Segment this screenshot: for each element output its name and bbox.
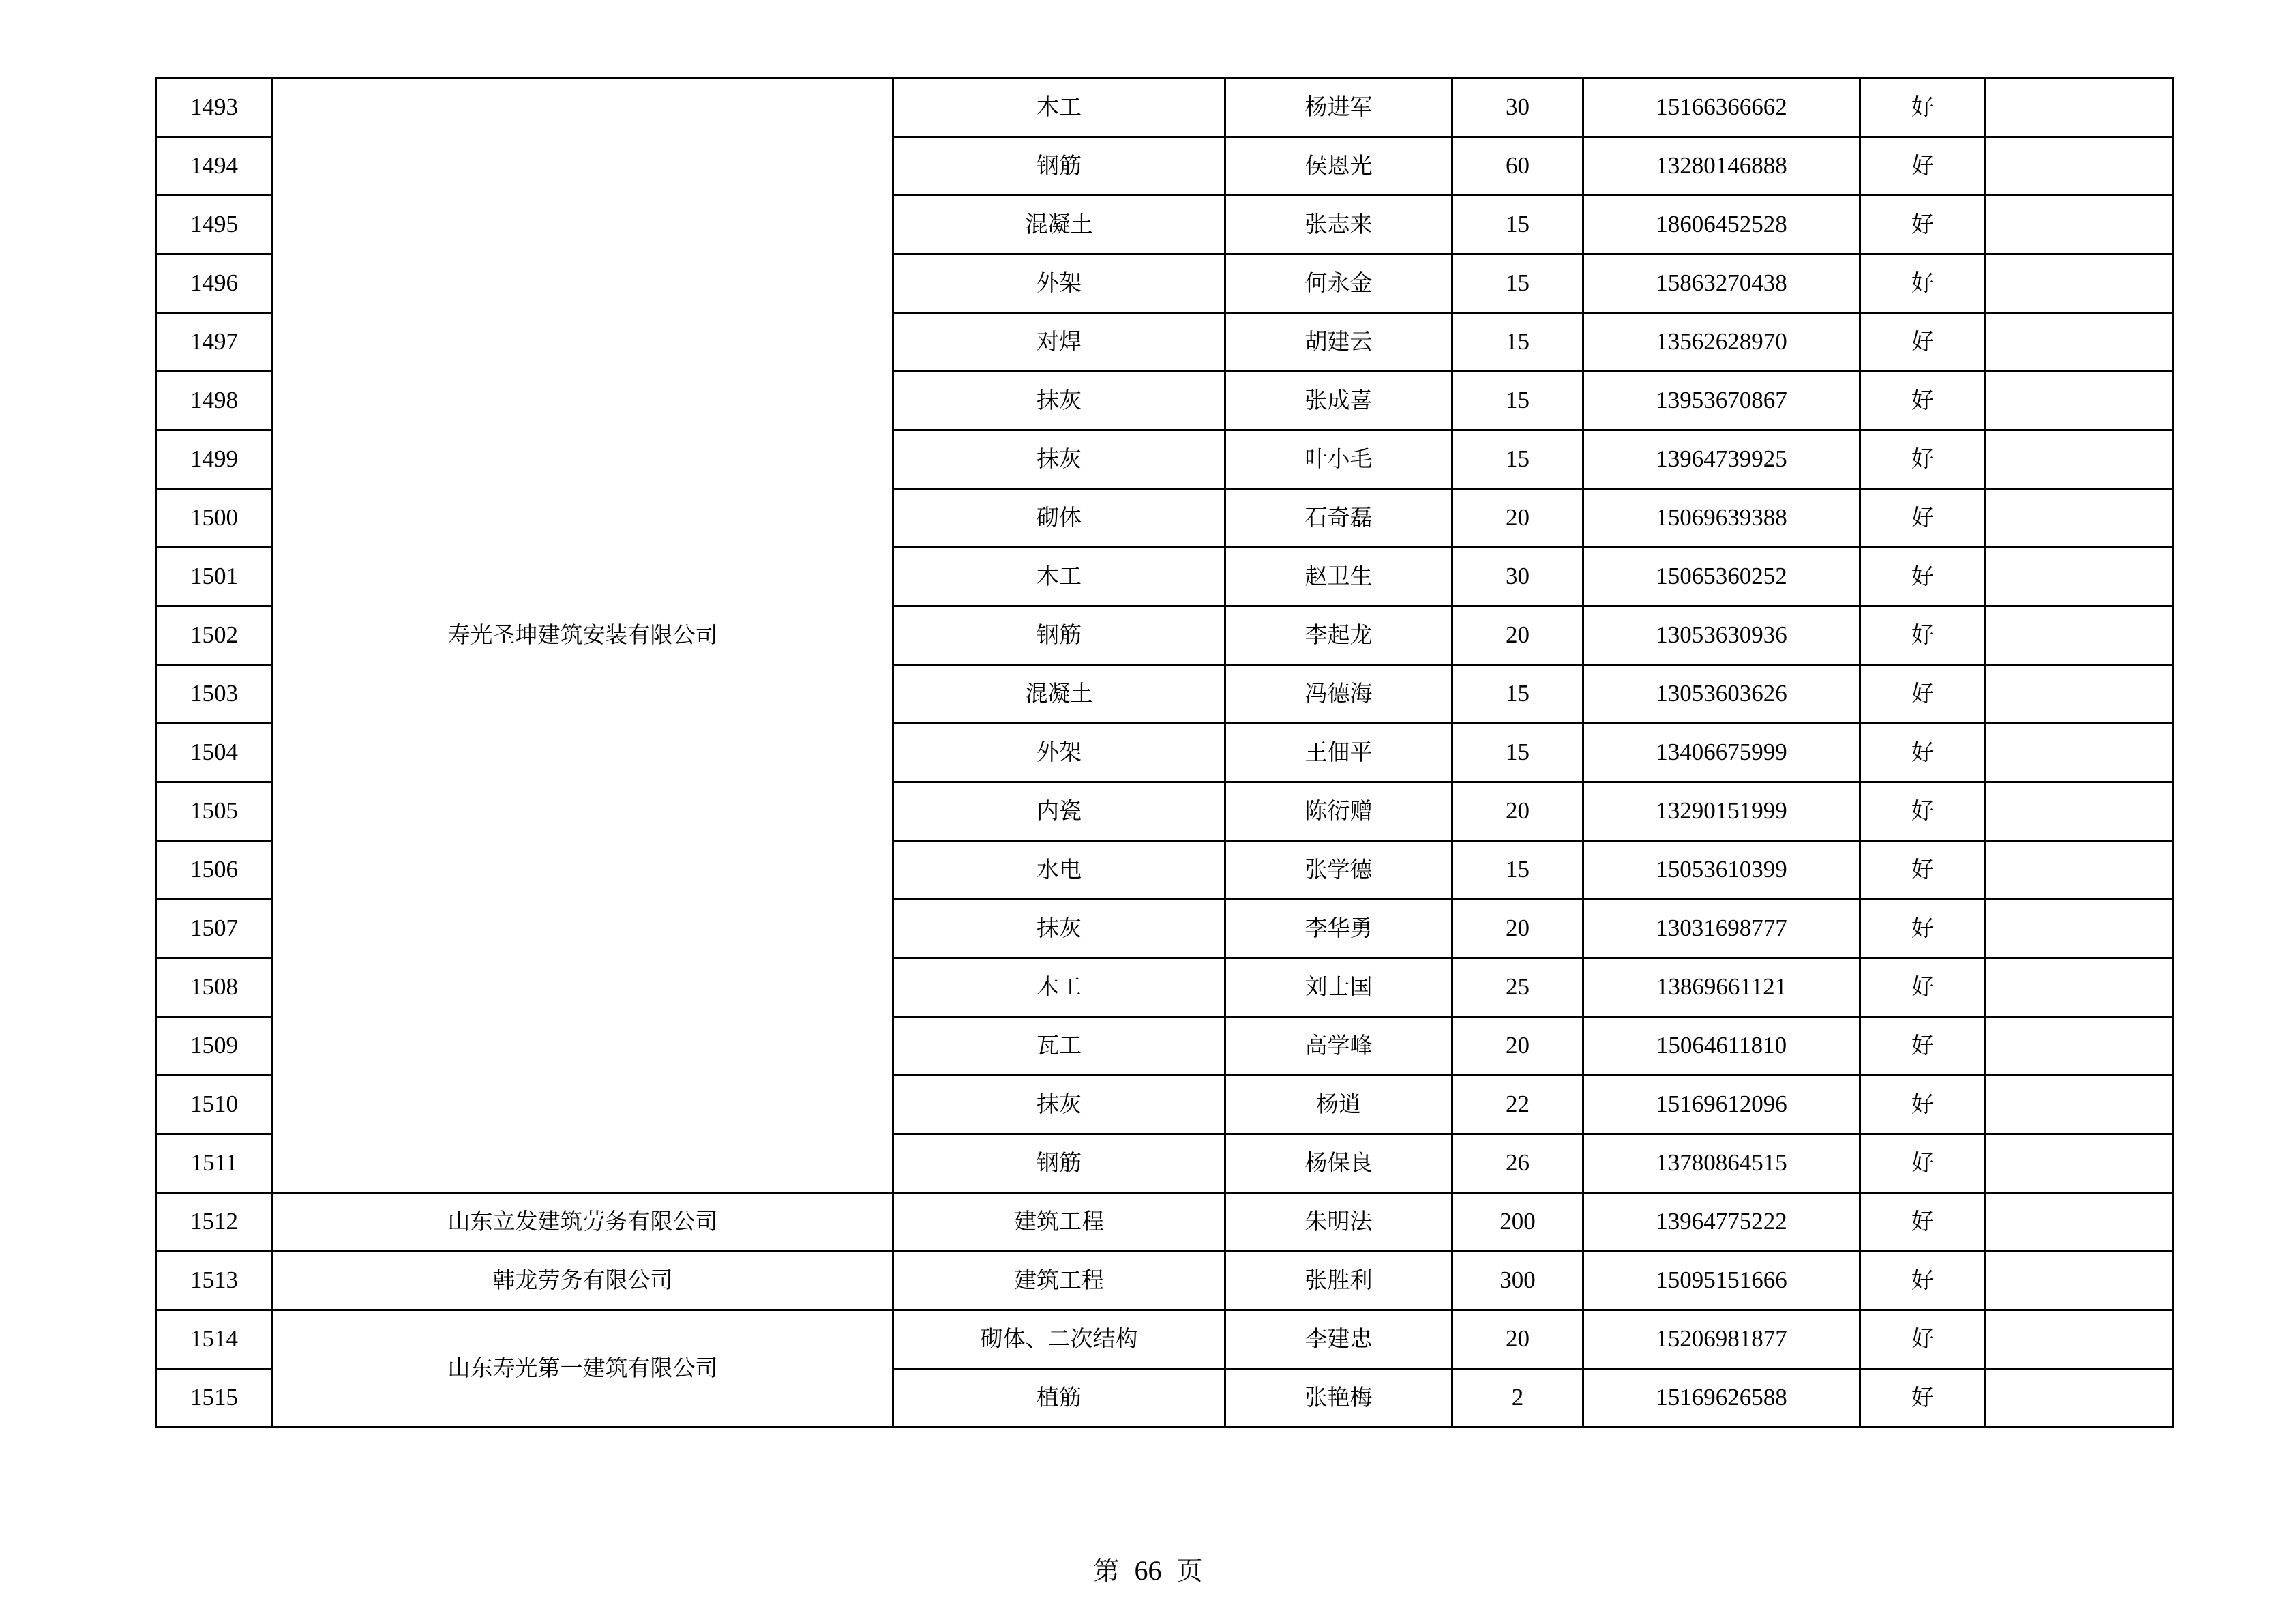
row-number-cell: 1493: [156, 78, 273, 137]
remark-cell: [1986, 1369, 2173, 1428]
worker-count-cell: 2: [1452, 1369, 1583, 1428]
rating-cell: 好: [1860, 489, 1986, 548]
phone-cell: 15069639388: [1583, 489, 1860, 548]
page-prefix: 第: [1093, 1556, 1120, 1586]
row-number-cell: 1494: [156, 137, 273, 196]
trade-cell: 外架: [893, 724, 1225, 782]
remark-cell: [1986, 372, 2173, 430]
phone-cell: 15206981877: [1583, 1310, 1860, 1369]
trade-cell: 混凝土: [893, 665, 1225, 724]
trade-cell: 建筑工程: [893, 1252, 1225, 1310]
remark-cell: [1986, 1252, 2173, 1310]
worker-count-cell: 200: [1452, 1193, 1583, 1252]
trade-cell: 对焊: [893, 313, 1225, 372]
worker-count-cell: 20: [1452, 489, 1583, 548]
contact-name-cell: 张胜利: [1225, 1252, 1452, 1310]
worker-count-cell: 20: [1452, 1310, 1583, 1369]
phone-cell: 13280146888: [1583, 137, 1860, 196]
contact-name-cell: 赵卫生: [1225, 548, 1452, 606]
phone-cell: 15053610399: [1583, 841, 1860, 900]
rating-cell: 好: [1860, 78, 1986, 137]
table-row: [156, 1193, 2173, 1252]
rating-cell: 好: [1860, 958, 1986, 1017]
phone-cell: 15863270438: [1583, 254, 1860, 313]
contact-name-cell: 高学峰: [1225, 1017, 1452, 1076]
remark-cell: [1986, 724, 2173, 782]
worker-count-cell: 30: [1452, 78, 1583, 137]
row-number-cell: 1504: [156, 724, 273, 782]
rating-cell: 好: [1860, 841, 1986, 900]
rating-cell: 好: [1860, 313, 1986, 372]
row-number-cell: 1500: [156, 489, 273, 548]
contact-name-cell: 朱明法: [1225, 1193, 1452, 1252]
row-number-cell: 1498: [156, 372, 273, 430]
company-cell: 韩龙劳务有限公司: [273, 1252, 893, 1310]
rating-cell: 好: [1860, 430, 1986, 489]
phone-cell: 13780864515: [1583, 1134, 1860, 1193]
remark-cell: [1986, 1017, 2173, 1076]
row-number-cell: 1505: [156, 782, 273, 841]
row-number-cell: 1502: [156, 606, 273, 665]
worker-count-cell: 15: [1452, 724, 1583, 782]
trade-cell: 木工: [893, 958, 1225, 1017]
row-number-cell: 1512: [156, 1193, 273, 1252]
contact-name-cell: 何永金: [1225, 254, 1452, 313]
worker-count-cell: 22: [1452, 1076, 1583, 1134]
contact-name-cell: 胡建云: [1225, 313, 1452, 372]
remark-cell: [1986, 606, 2173, 665]
rating-cell: 好: [1860, 1134, 1986, 1193]
remark-cell: [1986, 1193, 2173, 1252]
remark-cell: [1986, 78, 2173, 137]
row-number-cell: 1501: [156, 548, 273, 606]
worker-count-cell: 15: [1452, 254, 1583, 313]
worker-count-cell: 15: [1452, 372, 1583, 430]
contact-name-cell: 张艳梅: [1225, 1369, 1452, 1428]
phone-cell: 15169626588: [1583, 1369, 1860, 1428]
remark-cell: [1986, 548, 2173, 606]
rating-cell: 好: [1860, 782, 1986, 841]
contact-name-cell: 李起龙: [1225, 606, 1452, 665]
page-footer: [0, 1550, 2296, 1587]
contact-name-cell: 刘士国: [1225, 958, 1452, 1017]
phone-cell: 13053603626: [1583, 665, 1860, 724]
phone-cell: 15064611810: [1583, 1017, 1860, 1076]
company-cell: 寿光圣坤建筑安装有限公司: [273, 78, 893, 1193]
row-number-cell: 1508: [156, 958, 273, 1017]
rating-cell: 好: [1860, 254, 1986, 313]
rating-cell: 好: [1860, 372, 1986, 430]
row-number-cell: 1497: [156, 313, 273, 372]
worker-count-cell: 60: [1452, 137, 1583, 196]
phone-cell: 18606452528: [1583, 196, 1860, 254]
contact-name-cell: 杨保良: [1225, 1134, 1452, 1193]
phone-cell: 13290151999: [1583, 782, 1860, 841]
row-number-cell: 1503: [156, 665, 273, 724]
row-number-cell: 1514: [156, 1310, 273, 1369]
rating-cell: 好: [1860, 1017, 1986, 1076]
worker-count-cell: 15: [1452, 665, 1583, 724]
phone-cell: 15065360252: [1583, 548, 1860, 606]
contact-name-cell: 杨逍: [1225, 1076, 1452, 1134]
rating-cell: 好: [1860, 548, 1986, 606]
rating-cell: 好: [1860, 196, 1986, 254]
rating-cell: 好: [1860, 724, 1986, 782]
contact-name-cell: 李建忠: [1225, 1310, 1452, 1369]
contact-name-cell: 王佃平: [1225, 724, 1452, 782]
contact-name-cell: 侯恩光: [1225, 137, 1452, 196]
trade-cell: 抹灰: [893, 1076, 1225, 1134]
remark-cell: [1986, 489, 2173, 548]
contact-name-cell: 杨进军: [1225, 78, 1452, 137]
row-number-cell: 1496: [156, 254, 273, 313]
worker-count-cell: 15: [1452, 313, 1583, 372]
rating-cell: 好: [1860, 1252, 1986, 1310]
phone-cell: 13964775222: [1583, 1193, 1860, 1252]
worker-count-cell: 20: [1452, 1017, 1583, 1076]
remark-cell: [1986, 665, 2173, 724]
remark-cell: [1986, 782, 2173, 841]
remark-cell: [1986, 1134, 2173, 1193]
remark-cell: [1986, 196, 2173, 254]
rating-cell: 好: [1860, 1076, 1986, 1134]
remark-cell: [1986, 1310, 2173, 1369]
worker-count-cell: 20: [1452, 900, 1583, 958]
worker-count-cell: 300: [1452, 1252, 1583, 1310]
rating-cell: 好: [1860, 1369, 1986, 1428]
page-number: 66: [1134, 1555, 1162, 1586]
trade-cell: 木工: [893, 78, 1225, 137]
table-row: [156, 78, 2173, 137]
remark-cell: [1986, 1076, 2173, 1134]
contact-name-cell: 张志来: [1225, 196, 1452, 254]
phone-cell: 13964739925: [1583, 430, 1860, 489]
company-cell: 山东立发建筑劳务有限公司: [273, 1193, 893, 1252]
remark-cell: [1986, 900, 2173, 958]
rating-cell: 好: [1860, 1193, 1986, 1252]
trade-cell: 木工: [893, 548, 1225, 606]
phone-cell: 13953670867: [1583, 372, 1860, 430]
row-number-cell: 1495: [156, 196, 273, 254]
trade-cell: 钢筋: [893, 606, 1225, 665]
contractor-table: [155, 77, 2174, 1428]
trade-cell: 植筋: [893, 1369, 1225, 1428]
page-suffix: 页: [1176, 1556, 1203, 1586]
contact-name-cell: 石奇磊: [1225, 489, 1452, 548]
remark-cell: [1986, 841, 2173, 900]
table-row: [156, 1310, 2173, 1369]
contact-name-cell: 张成喜: [1225, 372, 1452, 430]
contact-name-cell: 叶小毛: [1225, 430, 1452, 489]
rating-cell: 好: [1860, 606, 1986, 665]
table-row: [156, 1252, 2173, 1310]
contact-name-cell: 张学德: [1225, 841, 1452, 900]
contact-name-cell: 李华勇: [1225, 900, 1452, 958]
trade-cell: 抹灰: [893, 372, 1225, 430]
trade-cell: 外架: [893, 254, 1225, 313]
phone-cell: 13406675999: [1583, 724, 1860, 782]
remark-cell: [1986, 958, 2173, 1017]
trade-cell: 钢筋: [893, 1134, 1225, 1193]
trade-cell: 钢筋: [893, 137, 1225, 196]
phone-cell: 15169612096: [1583, 1076, 1860, 1134]
worker-count-cell: 25: [1452, 958, 1583, 1017]
trade-cell: 瓦工: [893, 1017, 1225, 1076]
remark-cell: [1986, 137, 2173, 196]
trade-cell: 内瓷: [893, 782, 1225, 841]
row-number-cell: 1507: [156, 900, 273, 958]
row-number-cell: 1510: [156, 1076, 273, 1134]
company-cell: 山东寿光第一建筑有限公司: [273, 1310, 893, 1428]
phone-cell: 13869661121: [1583, 958, 1860, 1017]
worker-count-cell: 15: [1452, 196, 1583, 254]
rating-cell: 好: [1860, 900, 1986, 958]
worker-count-cell: 15: [1452, 430, 1583, 489]
contact-name-cell: 陈衍赠: [1225, 782, 1452, 841]
rating-cell: 好: [1860, 137, 1986, 196]
worker-count-cell: 15: [1452, 841, 1583, 900]
row-number-cell: 1509: [156, 1017, 273, 1076]
remark-cell: [1986, 254, 2173, 313]
row-number-cell: 1515: [156, 1369, 273, 1428]
phone-cell: 13053630936: [1583, 606, 1860, 665]
remark-cell: [1986, 313, 2173, 372]
row-number-cell: 1513: [156, 1252, 273, 1310]
worker-count-cell: 20: [1452, 782, 1583, 841]
trade-cell: 混凝土: [893, 196, 1225, 254]
row-number-cell: 1499: [156, 430, 273, 489]
phone-cell: 13031698777: [1583, 900, 1860, 958]
worker-count-cell: 20: [1452, 606, 1583, 665]
trade-cell: 水电: [893, 841, 1225, 900]
phone-cell: 13562628970: [1583, 313, 1860, 372]
row-number-cell: 1506: [156, 841, 273, 900]
trade-cell: 砌体、二次结构: [893, 1310, 1225, 1369]
trade-cell: 建筑工程: [893, 1193, 1225, 1252]
trade-cell: 砌体: [893, 489, 1225, 548]
trade-cell: 抹灰: [893, 430, 1225, 489]
contact-name-cell: 冯德海: [1225, 665, 1452, 724]
trade-cell: 抹灰: [893, 900, 1225, 958]
rating-cell: 好: [1860, 1310, 1986, 1369]
table-body: [156, 78, 2173, 1428]
rating-cell: 好: [1860, 665, 1986, 724]
phone-cell: 15166366662: [1583, 78, 1860, 137]
worker-count-cell: 26: [1452, 1134, 1583, 1193]
phone-cell: 15095151666: [1583, 1252, 1860, 1310]
row-number-cell: 1511: [156, 1134, 273, 1193]
worker-count-cell: 30: [1452, 548, 1583, 606]
remark-cell: [1986, 430, 2173, 489]
